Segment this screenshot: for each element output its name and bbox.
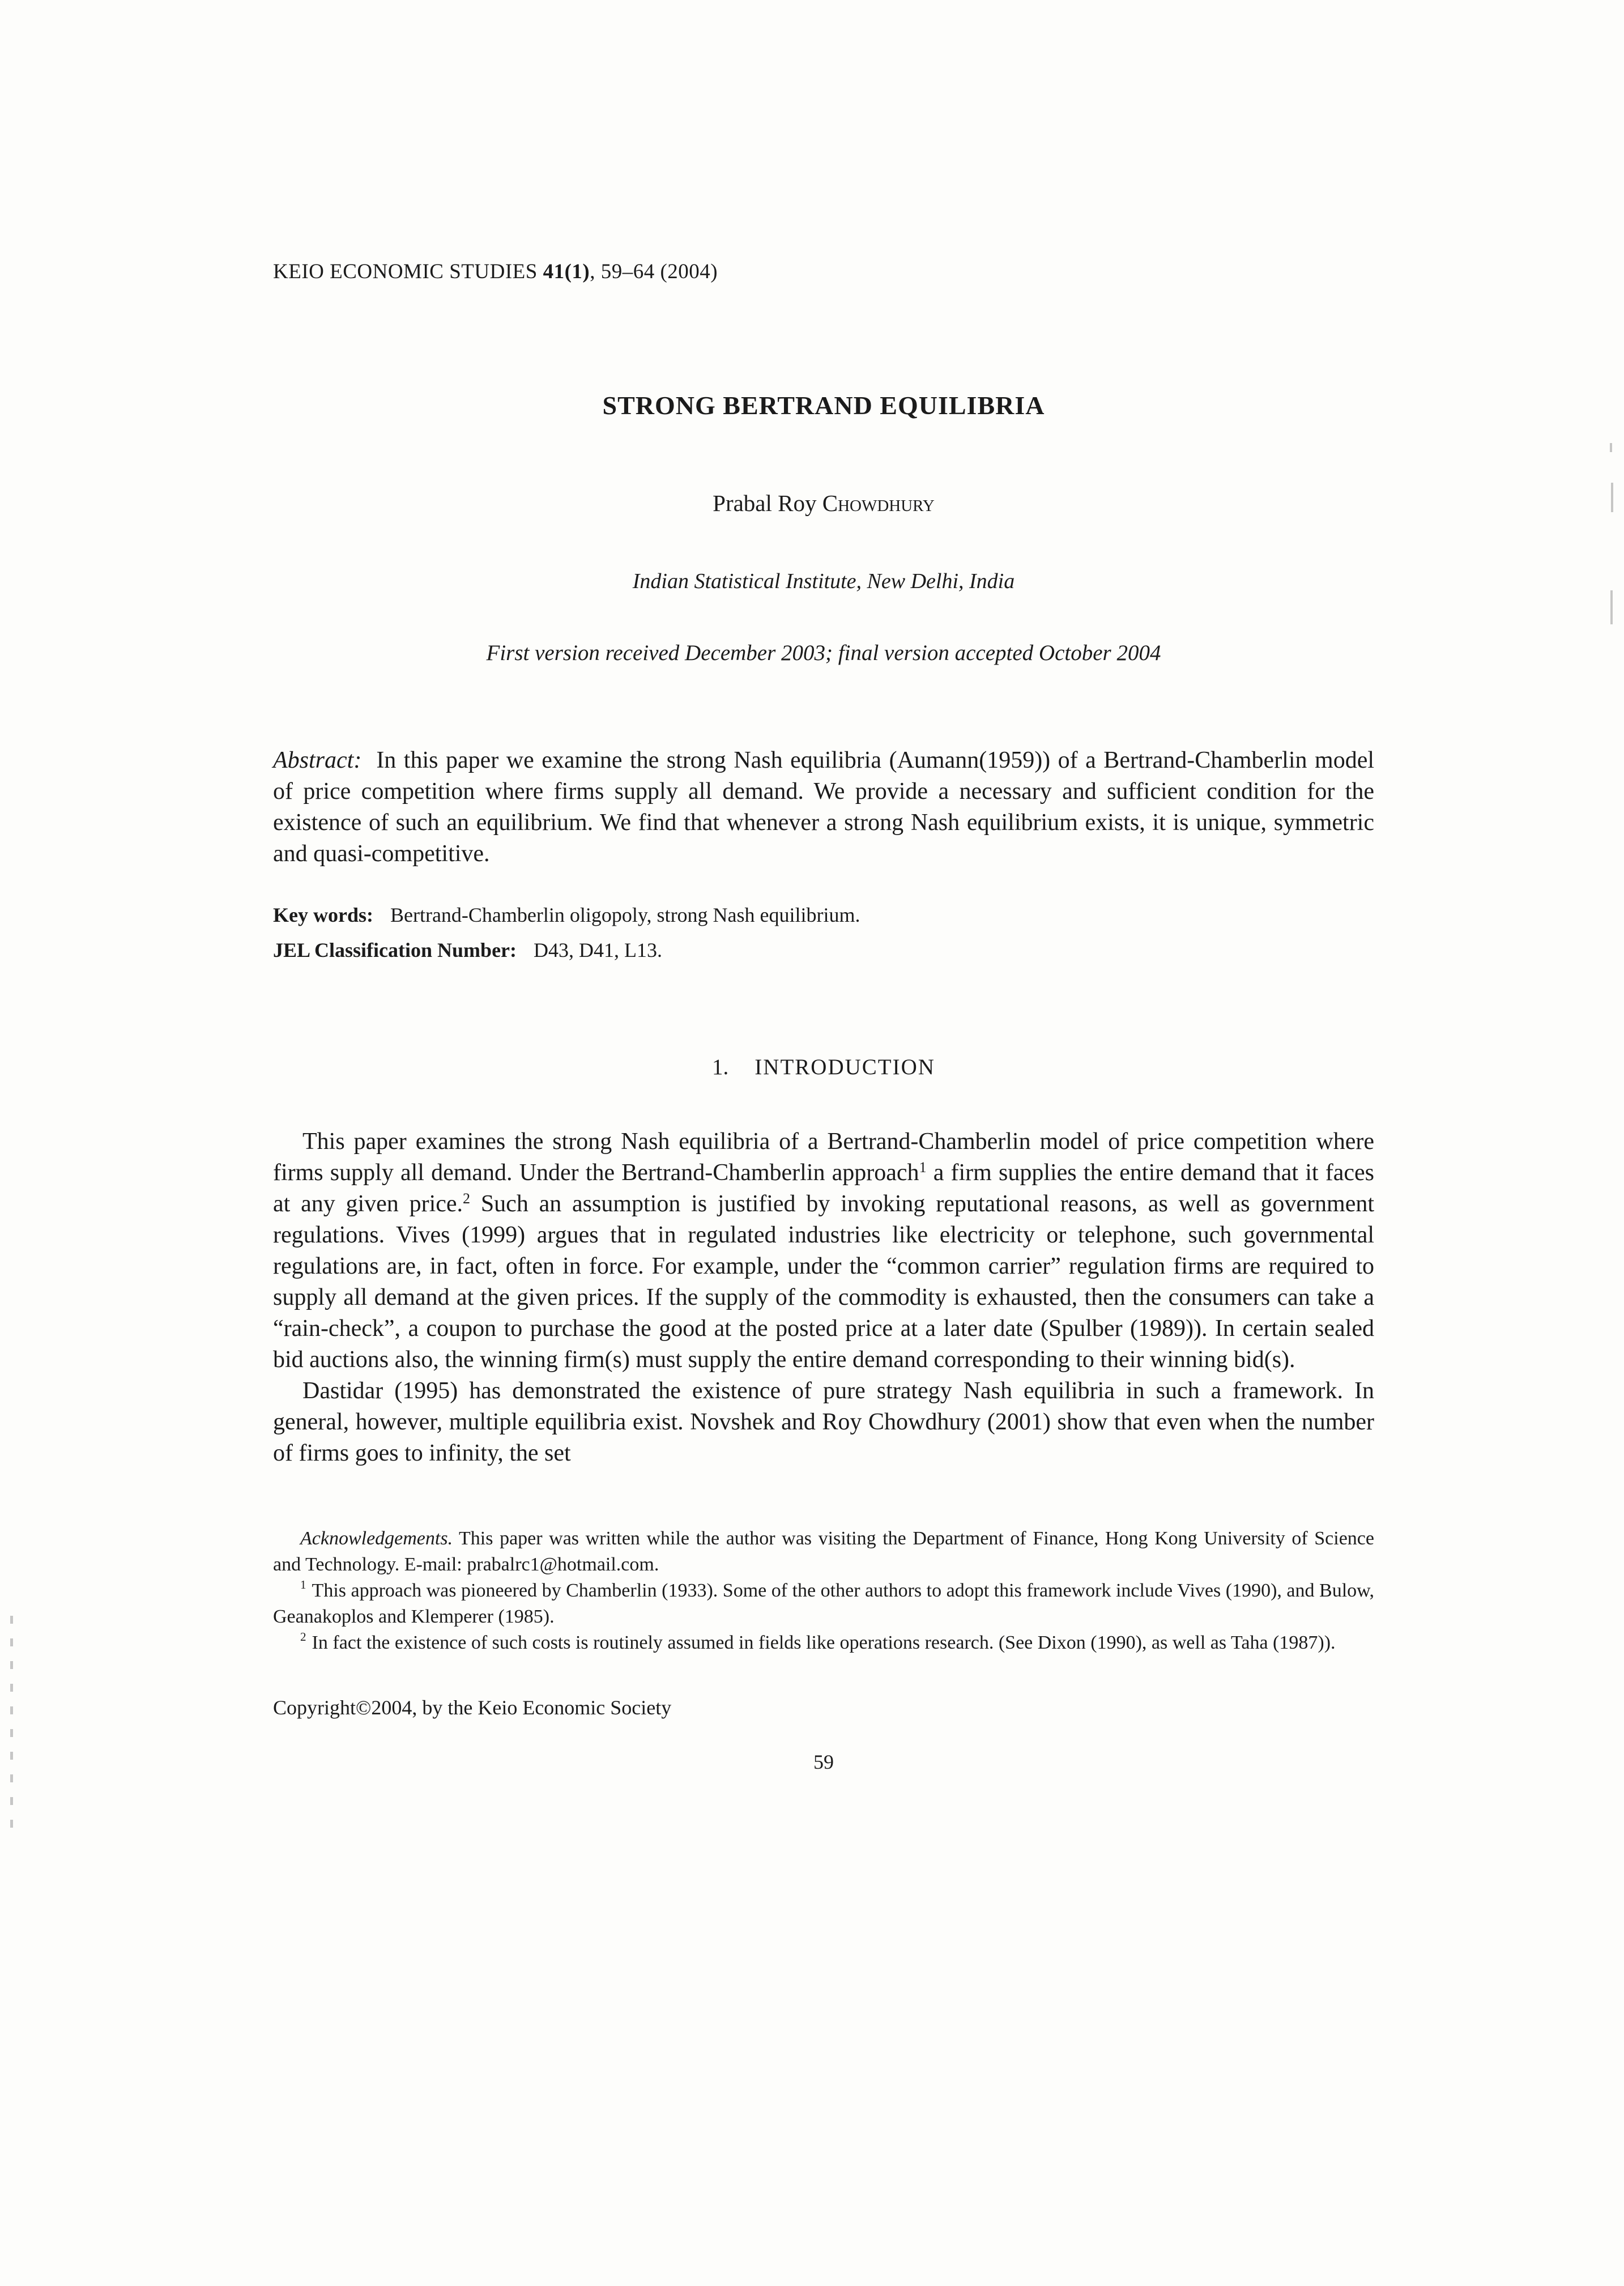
footnote-1-text: This approach was pioneered by Chamberlin (1933). Some of the other authors to adopt this framework include Vives (1990), and Bulow, Geanakoplos and Klemperer (1985). <box>273 1580 1374 1627</box>
page-number: 59 <box>813 1751 834 1773</box>
footnote-1-marker: 1 <box>300 1578 306 1591</box>
scan-artifact <box>1611 483 1613 512</box>
footnote-1 <box>273 1578 1374 1630</box>
section-number: 1. <box>712 1055 729 1079</box>
jel-text: D43, D41, L13. <box>534 939 663 961</box>
acknowledgements-label: Acknowledgements. <box>300 1528 453 1549</box>
keywords-text: Bertrand-Chamberlin oligopoly, strong Nash equilibrium. <box>390 904 860 926</box>
abstract-text: In this paper we examine the strong Nash equilibria (Aumann(1959)) of a Bertrand-Chamberlin model of price competition where firms supply all demand. We provide a necessary and sufficient condition for the existence of such an equilibrium. We find that whenever a strong Nash equilibrium exists, it is unique, symmetric and quasi-competitive. <box>273 747 1374 867</box>
journal-volume: 41(1) <box>543 260 590 283</box>
keywords-label: Key words: <box>273 904 373 926</box>
page-title: STRONG BERTRAND EQUILIBRIA <box>602 391 1045 420</box>
abstract-label: Abstract: <box>273 747 362 773</box>
keywords-line <box>273 901 1374 929</box>
scan-artifact <box>10 1616 13 1831</box>
author-line <box>273 489 1374 517</box>
intro-paragraph-2: Dastidar (1995) has demonstrated the existence of pure strategy Nash equilibria in such a framework. In general, however, multiple equilibria exist. Novshek and Roy Chowdhury (2001) show that even when the number of firms goes to infinity, the set <box>273 1378 1374 1466</box>
jel-label: JEL Classification Number: <box>273 939 517 961</box>
author-last-name: Chowdhury <box>822 490 935 516</box>
intro-paragraph-1 <box>273 1126 1374 1376</box>
paragraph-text: This paper examines the strong Nash equilibria of a Bertrand-Chamberlin model of price competition where firms supply all demand. Under the Bertrand-Chamberlin approach <box>273 1129 1374 1186</box>
footnotes-block <box>273 1526 1374 1656</box>
footnote-2 <box>273 1630 1374 1656</box>
abstract <box>273 745 1374 870</box>
footnote-ref-2: 2 <box>463 1190 471 1207</box>
acknowledgements <box>273 1526 1374 1578</box>
footnote-2-text: In fact the existence of such costs is routinely assumed in fields like operations research. (See Dixon (1990), as well as Taha (1987)). <box>312 1632 1336 1653</box>
jel-line <box>273 936 1374 964</box>
journal-pages: , 59–64 (2004) <box>590 260 718 283</box>
footnote-ref-1: 1 <box>919 1159 927 1176</box>
journal-name: KEIO ECONOMIC STUDIES <box>273 260 543 283</box>
acknowledgements-text: This paper was written while the author was visiting the Department of Finance, Hong Kong University of Science and Technology. E-mail: prabalrc1@hotmail.com. <box>273 1528 1374 1575</box>
paragraph-text: a firm supplies the entire demand that it faces at any given price. <box>273 1160 1374 1217</box>
scan-artifact <box>1610 590 1613 624</box>
author-first-name: Prabal Roy <box>713 490 822 516</box>
journal-header <box>273 0 1374 284</box>
copyright-line: Copyright©2004, by the Keio Economic Society <box>273 1696 672 1719</box>
footnote-2-marker: 2 <box>300 1630 306 1644</box>
scan-artifact <box>1610 443 1612 452</box>
section-heading <box>273 1054 1374 1080</box>
article <box>273 0 1374 1774</box>
author-affiliation: Indian Statistical Institute, New Delhi, India <box>632 569 1015 593</box>
received-line: First version received December 2003; final version accepted October 2004 <box>486 641 1161 665</box>
paragraph-text: Such an assumption is justified by invoking reputational reasons, as well as government regulations. Vives (1999) argues that in regulated industries like electricity or telephone, such governmental regulations are, in fact, often in force. For example, under the “common carrier” regulation firms are required to supply all demand at the given prices. If the supply of the commodity is exhausted, then the consumers can take a “rain-check”, a coupon to purchase the good at the posted price at a later date (Spulber (1989)). In certain sealed bid auctions also, the winning firm(s) must supply the entire demand corresponding to their winning bid(s). <box>273 1191 1375 1373</box>
section-title: INTRODUCTION <box>755 1055 935 1079</box>
